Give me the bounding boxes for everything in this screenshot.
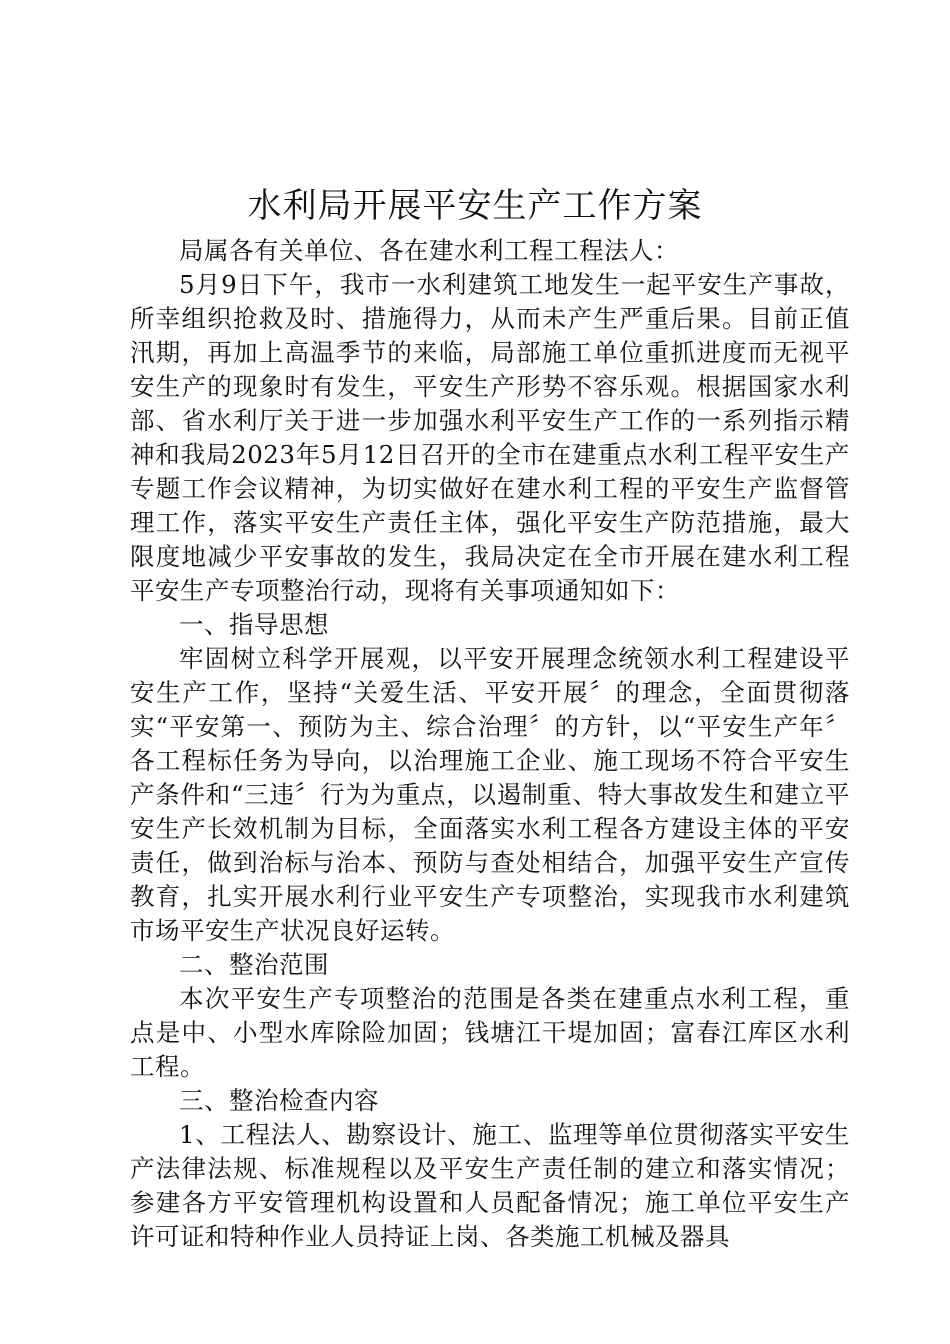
intro-paragraph: 5月9日下午，我市一水利建筑工地发生一起平安生产事故，所幸组织抢救及时、措施得力，从而未产生严重后果。目前正值汛期，再加上高温季节的来临，局部施工单位重抓进度而无视平安生产的现象时有发生，平安生产形势不容乐观。根据国家水利部、省水利厅关于进一步加强水利平安生产工作的一系列指示精神和我局2023年5月12日召开的全市在建重点水利工程平安生产专题工作会议精神，为切实做好在建水利工程的平安生产监督管理工作，落实平安生产责任主体，强化平安生产防范措施，最大限度地减少平安事故的发生，我局决定在全市开展在建水利工程平安生产专项整治行动，现将有关事项通知如下： [130,270,850,605]
section-item-3-1: 1、工程法人、勘察设计、施工、监理等单位贯彻落实平安生产法律法规、标准规程以及平安生产责任制的建立和落实情况；参建各方平安管理机构设置和人员配备情况；施工单位平安生产许可证和特种作业人员持证上岗、各类施工机械及器具 [130,1120,850,1251]
section-body-2: 本次平安生产专项整治的范围是各类在建重点水利工程，重点是中、小型水库除险加固；钱塘江干堤加固；富春江库区水利工程。 [130,984,850,1081]
section-heading-3: 三、整治检查内容 [179,1086,379,1115]
section-heading-2: 二、整治范围 [179,950,329,979]
document-title: 水利局开展平安生产工作方案 [247,186,703,226]
section-body-1: 牢固树立科学开展观，以平安开展理念统领水利工程建设平安生产工作，坚持“关爱生活、平安开展〞的理念，全面贯彻落实“平安第一、预防为主、综合治理〞的方针，以“平安生产年〞各工程标任务为导向，以治理施工企业、施工现场不符合平安生产条件和“三违〞行为为重点，以遏制重、特大事故发生和建立平安生产长效机制为目标，全面落实水利工程各方建设主体的平安责任，做到治标与治本、预防与查处相结合，加强平安生产宣传教育，扎实开展水利行业平安生产专项整治，实现我市水利建筑市场平安生产状况良好运转。 [130,644,850,945]
salutation: 局属各有关单位、各在建水利工程工程法人： [179,236,679,265]
section-heading-1: 一、指导思想 [179,610,329,639]
document-body [130,234,850,1254]
